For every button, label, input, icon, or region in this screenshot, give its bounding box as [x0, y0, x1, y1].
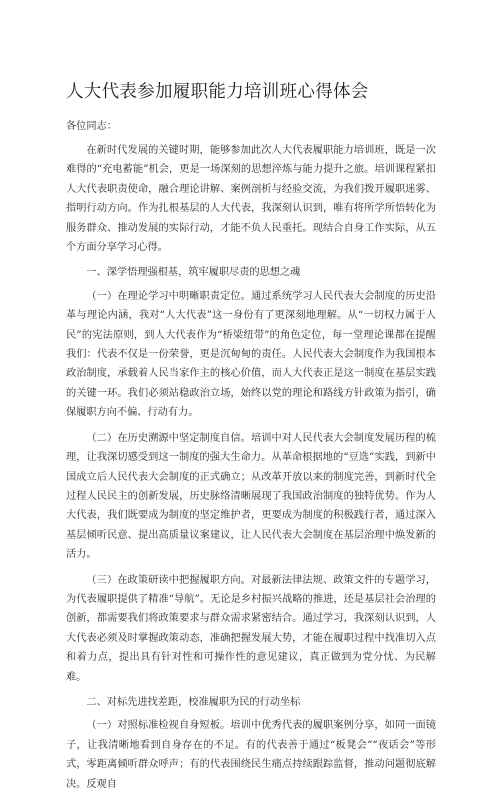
- section-1-paragraph-1: （一）在理论学习中明晰职责定位。通过系统学习人民代表大会制度的历史沿革与理论内涵，我对“人大代表”这一身份有了更深刻地理解。从“一切权力属于人民”的宪法原则，到人大代表作为“桥梁纽带”的角色定位，每一堂理论课都在提醒我们：代表不仅是一份荣誉，更是沉甸甸的责任。人民代表大会制度作为我国根本政治制度，承载着人民当家作主的核心价值，而人大代表正是这一制度在基层实践的关键一环。我们必须站稳政治立场，始终以党的理论和路线方针政策为指引，确保履职方向不偏、行动有力。: [66, 290, 436, 419]
- section-1-paragraph-2: （二）在历史溯源中坚定制度自信。培训中对人民代表大会制度发展历程的梳理，让我深切感受到这一制度的强大生命力。从革命根据地的“豆选”实践，到新中国成立后人民代表大会制度的正式确立；从改革开放以来的制度完善，到新时代全过程人民民主的创新发展，历史脉络清晰展现了我国政治制度的独特优势。作为人大代表，我们既要成为制度的坚定维护者，更要成为制度的积极践行者，通过深入基层倾听民意、提出高质量议案建议，让人民代表大会制度在基层治理中焕发新的活力。: [66, 432, 436, 561]
- section-1-heading: 一、深学悟理强根基，筑牢履职尽责的思想之魂: [86, 267, 301, 279]
- document-title: 人大代表参加履职能力培训班心得体会: [66, 82, 369, 102]
- intro-paragraph: 在新时代发展的关键时期，能够参加此次人大代表履职能力培训班，既是一次难得的“充电蓄能”机会，更是一场深刻的思想淬炼与能力提升之旅。培训课程紧扣人大代表职责使命，融合理论讲解、案例剖析与经验交流，为我们拨开履职迷雾、指明行动方向。作为扎根基层的人大代表，我深刻认识到，唯有将所学所悟转化为服务群众、推动发展的实际行动，才能不负人民重托。现结合自身工作实际，从五个方面分享学习心得。: [66, 145, 436, 254]
- section-2-heading: 二、对标先进找差距，校准履职为民的行动坐标: [86, 696, 301, 708]
- section-1-paragraph-3: （三）在政策研读中把握履职方向。对最新法律法规、政策文件的专题学习，为代表履职提供了精准“导航”。无论是乡村振兴战略的推进，还是基层社会治理的创新，都需要我们将政策要求与群众需求紧密结合。通过学习，我深刻认识到，人大代表必须及时掌握政策动态，准确把握发展大势，才能在履职过程中找准切入点和着力点，提出具有针对性和可操作性的意见建议，真正做到为党分忧、为民解难。: [66, 574, 436, 683]
- salutation: 各位同志：: [66, 121, 117, 132]
- section-2-paragraph-1: （一）对照标准检视自身短板。培训中优秀代表的履职案例分享，如同一面镜子，让我清晰地看到自身存在的不足。有的代表善于通过“板凳会”“夜话会”等形式，零距离倾听群众呼声；有的代表围绕民生痛点持续跟踪监督，推动问题彻底解决。反观自: [66, 720, 436, 790]
